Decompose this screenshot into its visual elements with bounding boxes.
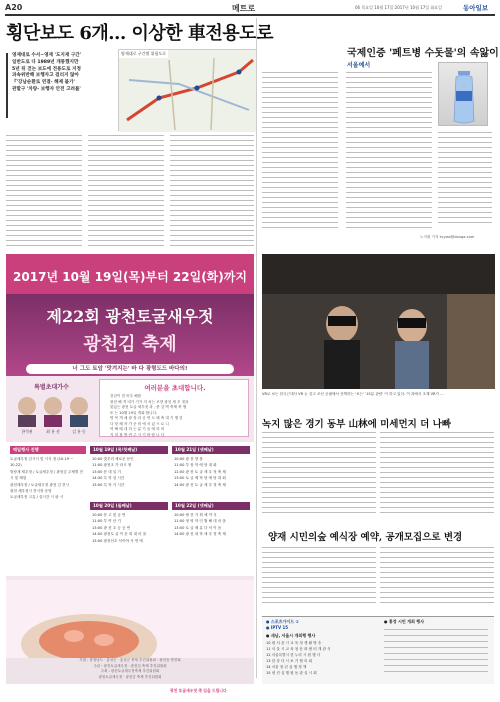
schedule-item: 14:30 특 학 설 시간 <box>92 476 125 481</box>
schedule-item: 14:00 광 천 토 굴 새 우 젓 축 제 <box>174 482 226 487</box>
schedule-item: 11:00 부 장 학 에 당 대 회 <box>174 463 217 468</box>
map-caption: 양재대로 구간별 위험도로 <box>121 51 167 56</box>
ad-note: 광천 토굴새우젓 축 입을 드립니다 <box>170 688 227 693</box>
subhead-line: 관할구 '차량- 보행자 안전 고려를' <box>12 86 81 92</box>
side-article-title: 국제인증 '페트병 수돗물'의 속앓이 <box>347 48 499 59</box>
invitation-line: 천년이 짐 어우 해를 <box>110 394 142 398</box>
schedule-item: 13:00 문 대 일 기 <box>92 469 121 474</box>
env-article-headline: 녹지 많은 경기 동부 山林에 미세먼지 더 나빠 <box>262 419 451 430</box>
schedule-row: 13 한 강 다 시 보 기 협 의 회 <box>266 659 313 663</box>
schedule-item: 13:00 토 굴 제 학 당 에 당 대 회 <box>174 476 226 481</box>
ad-guest-photos <box>14 392 92 438</box>
ad-footer-line: 주최 : 광천토굴새우젓축제 추진위원회 <box>100 669 160 673</box>
ad-footer-line: 후원 : 충청남도 · 홍성군 · 홍성군 축제 추진위원회 · 광천읍 발전회 <box>79 658 181 662</box>
tv-schedule-box <box>262 616 494 684</box>
invitation-line: 여 빠 배 대 하 는 분 기 올 에 하 비 <box>110 427 165 431</box>
schedule-header: 10월 21일 (셋째날) <box>172 446 250 454</box>
schedule-row: 12 서울특별시 한 누리 시 원 행 사 <box>266 653 321 657</box>
ad-slogan: 너 그도 토암 '맛겨지는' 바 다 광형도드 바다의! <box>26 364 234 374</box>
schedule-item: 13:00 토 굴 제 유 다 석 이 음 <box>174 525 222 530</box>
ad-footer-line: 주관 : 광천토굴새우젓 · 광천김 축제 추진위원회 <box>93 663 167 668</box>
vr-exhibit-photo <box>262 254 495 389</box>
env-article-column <box>262 430 376 520</box>
ad-footer-bar <box>6 658 254 684</box>
subhead-line: 과속위반해 보행자고 걸리지 않아 <box>12 73 79 79</box>
schedule-item: 15:00 광천산초 석이야 사 연 에 <box>92 538 143 543</box>
main-article-column <box>6 133 82 249</box>
schedule-item: 10:00 쌍 전 기 획 예 약 식 <box>174 513 217 517</box>
guest-name: 김 룡 동 <box>72 429 86 434</box>
schedule-header: 10월 20일 (둘째날) <box>90 502 168 510</box>
water-bottle-photo <box>438 62 488 126</box>
bottle-icon <box>439 63 489 127</box>
schedule-item: 14:00 광 천 대 학 새 우 젓 축 제 <box>174 532 226 537</box>
road-map-graphic <box>118 49 256 131</box>
invitation-title: 여러분을 초대합니다. <box>144 384 206 392</box>
ad-schedule <box>6 442 254 576</box>
subhead-line: 5년 뒤 걷는 보도에 전용도로 지정 <box>12 66 81 72</box>
vr-photo-caption: VR로 보는 한국근대사 VR 눈 감고 조선 궁궐에서 산책하는 '보는' '15분 관람' 이 하고 있다. 이 과에서 초계 VR가 … <box>262 392 444 396</box>
ad-footer-line: 광천토굴새우젓 · 광천김 축제 추진위원회 <box>98 674 162 679</box>
guest-name: 한석권 <box>21 429 33 434</box>
vr-photo-drawing <box>262 254 495 389</box>
invitation-line: 명 목 개 매 광 장 과 공 연 도 배 축 대 기 행 한 <box>110 416 183 420</box>
schedule-item: 15:00 특 학 가 시간 <box>92 482 125 487</box>
invitation-line: 지 의 참 방 귀 주 시 기 바 랍 니 다 <box>110 432 165 437</box>
schedule-list <box>10 456 86 501</box>
guest-name: 최 룡 선 <box>46 429 60 434</box>
subhead-line: 일반도로 다 1989년 개통했지만 <box>12 59 79 65</box>
schedule-title: ● 새남, 서울시 개최행 행사 <box>266 633 316 638</box>
invitation-line: 맛있는 광천 토굴 새우젓 과 , 중 김 맥 축제 축 행 <box>110 405 187 409</box>
schedule-item: 13:00 광 천 초 등 공 연 <box>92 525 131 530</box>
ad-invitation <box>99 379 249 437</box>
main-headline: 횡단보도 6개… 이상한 車전용도로 <box>6 23 273 44</box>
schedule-item: 광천 새우젓시 전시장 운영 <box>10 489 52 494</box>
main-article-column <box>170 133 254 249</box>
schedule-item: 12:00 광 천 토 굴 새 우 젓 축 제 <box>174 469 226 474</box>
map-drawing <box>119 50 257 132</box>
schedule-right-column <box>384 627 488 677</box>
announcement-column <box>262 545 376 611</box>
column-divider <box>256 18 257 678</box>
schedule-row: 11 서 울 시 교 육 청 문 화 센 터 개 관 식 <box>266 647 331 651</box>
announcement-headline: 양재 시민의숲 예식장 예약, 공개모집으로 변경 <box>268 532 463 543</box>
subhead-line: 영재대로 수서~영재 '도지재 구간' <box>12 53 82 58</box>
schedule-row: 10 원 서 울 시 교 육 청 생 활 방 송 <box>266 641 322 645</box>
issue-date: 06 목요일 10월 17일 2017년 10월 17일 화요일 <box>355 5 443 10</box>
schedule-item: 벌랑재 새우젓 / 토굴새우젓 / 광천김 주제별 전시 및 체험 <box>10 469 83 481</box>
schedule-item: 14:00 광천토 굴 이 운 화 대 마 을 <box>92 532 147 537</box>
ad-guest-title: 특별초대가수 <box>34 384 69 391</box>
schedule-item: 11:00 부 여 산 기 <box>92 519 121 524</box>
ad-footer-text <box>12 658 248 680</box>
newspaper-logo: 동아일보 <box>463 4 489 12</box>
schedule-header: 매일행사 진행 <box>10 446 86 454</box>
schedule-item: 토굴새우젓 김시식 및 시식 장 (10.19 ~ 10.22) <box>10 457 74 468</box>
schedule-header: 10월 22일 (넷째날) <box>172 502 250 510</box>
subhead-line: 『'강남순환로 연결- 해제 불가' <box>12 80 75 86</box>
schedule-list <box>174 512 250 538</box>
section-title: 메트로 <box>232 4 256 13</box>
schedule-item: 10:00 문 고 및 공 연 <box>92 513 126 517</box>
ad-title-line: 제22회 광천토굴새우젓 <box>46 307 214 326</box>
invitation-line: 또 는 10월 19일 개회 합니다. <box>110 410 158 415</box>
schedule-item: 10:00 광 천 향 품 <box>174 457 203 461</box>
schedule-row: 15 평 진 실 행 원 동 관 실 시 회 <box>266 671 317 675</box>
schedule-col-title: ● 스포츠가이드 ① <box>266 619 299 624</box>
schedule-list <box>92 456 168 488</box>
schedule-list <box>174 456 250 488</box>
schedule-item: 10:00 맛우리 새로운 문인 <box>92 457 134 461</box>
schedule-col-title: ● IPTV 15 <box>266 625 289 630</box>
schedule-row: 14 서울 청 년 실 행 정 책 <box>266 665 307 669</box>
side-article-column <box>262 70 338 232</box>
festival-advertisement <box>6 254 254 693</box>
schedule-item: 11:00 정 영 학 인 월 해 대 마 을 <box>174 519 226 524</box>
side-article-column <box>438 130 492 230</box>
invitation-line: 다 항 혜 자 가 준 비 에 서 있 으 로 니 <box>110 421 169 426</box>
ad-title-line: 광천김 축제 <box>83 334 177 355</box>
main-article-column <box>88 133 164 249</box>
schedule-item: 토굴새우젓 고유 / 실시간 시 판 시 <box>10 495 64 500</box>
schedule-list <box>92 512 168 544</box>
announcement-column <box>380 545 494 611</box>
ad-date-banner: 2017년 10월 19일(목)부터 22일(화)까지 <box>6 254 254 294</box>
header-rule <box>5 14 495 16</box>
page-number: A20 <box>5 3 23 12</box>
invitation-body <box>110 394 240 438</box>
schedule-header: 10월 19일 (목/첫째날) <box>90 446 168 454</box>
main-subheads <box>6 53 112 118</box>
side-article-kicker: 서울예서 <box>347 62 371 69</box>
schedule-item: 광천새우젓 / 토굴새우젓 광천 김 전시 <box>10 482 69 487</box>
invitation-line: 광천 해 격 비가 기가 지 차는 조향 광천 새 우 젓과 <box>110 399 189 404</box>
side-article-byline: 노지원 기자 kcywz@donga.com <box>420 235 475 239</box>
ad-footer <box>6 580 254 693</box>
env-article-column <box>380 430 494 520</box>
schedule-item: 11:00 광천초 가 라시 생 <box>92 463 132 468</box>
side-article-column <box>346 70 432 232</box>
schedule-col-title: ● 홍정 시민 개최 행사 <box>384 619 424 624</box>
